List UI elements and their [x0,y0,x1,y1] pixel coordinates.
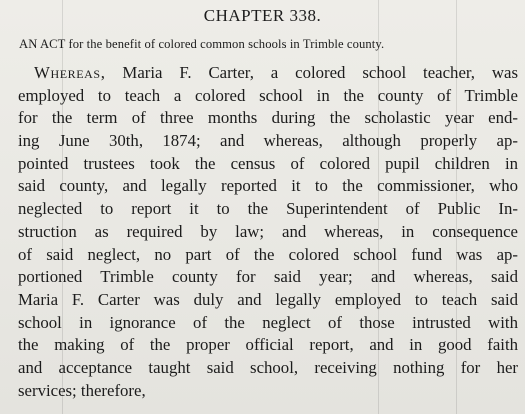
body-line-1 [18,62,518,85]
body-line: the making of the proper official report, and in good faith [18,335,518,355]
body-line: of said neglect, no part of the colored school fund was ap- [18,244,518,264]
body-line: portioned Trimble county for said year; and whereas, said [18,267,518,287]
act-body [18,62,518,402]
lead-word: Whereas, [34,63,106,82]
first-line-text: Maria F. Carter, a colored school teacher, was [105,63,518,82]
act-title: AN ACT for the benefit of colored common schools in Trimble county. [19,37,385,51]
body-line: school in ignorance of the neglect of those intrusted with [18,312,518,332]
body-line: employed to teach a colored school in the county of Trimble [18,85,518,105]
body-line: pointed trustees took the census of colored pupil children in [18,153,518,173]
body-line: for the term of three months during the scholastic year end- [18,108,518,128]
chapter-heading: CHAPTER 338. [203,6,322,25]
body-line-final: services; therefore, [18,380,146,400]
body-line: struction as required by law; and whereas, in consequence [18,221,518,241]
body-line: Maria F. Carter was duly and legally employed to teach said [18,289,518,309]
body-line: ing June 30th, 1874; and whereas, although properly ap- [18,131,518,151]
body-line: said county, and legally reported it to the commissioner, who [18,176,518,196]
body-line: neglected to report it to the Superintendent of Public In- [18,199,518,219]
body-line: and acceptance taught said school, receiving nothing for her [18,357,518,377]
